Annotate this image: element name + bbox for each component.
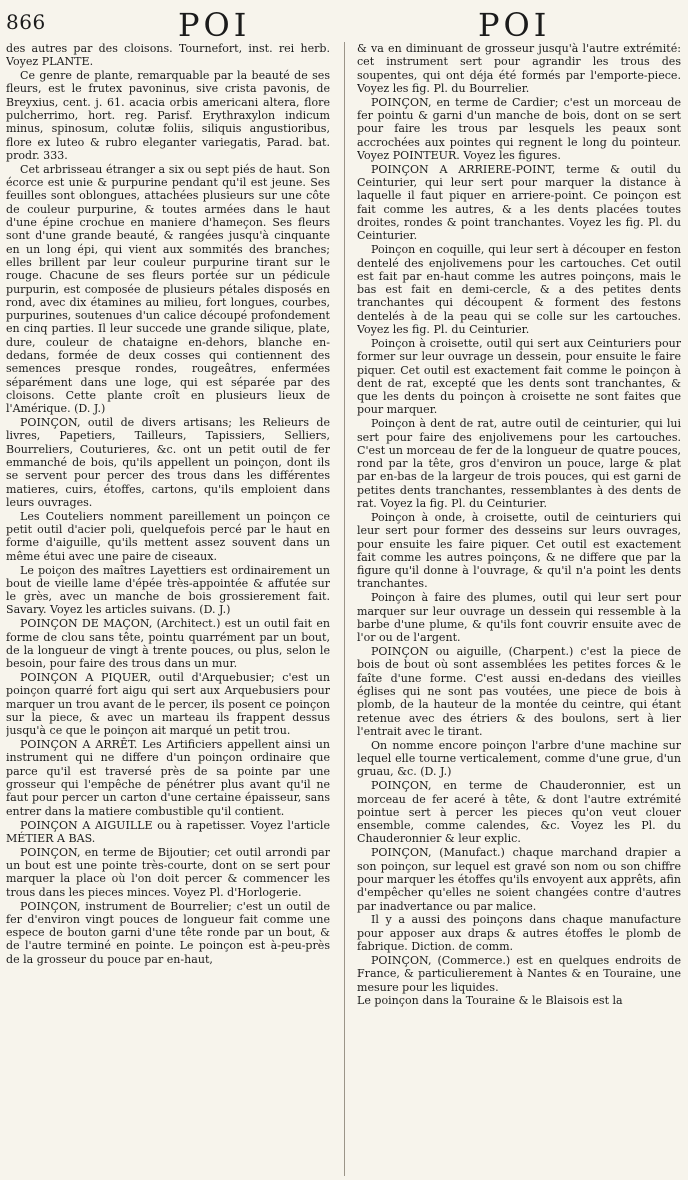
paragraph: POINÇON, en terme de Chauderonnier, est un morceau de fer aceré à tête, & dont l'autre extrémité pointue sert à percer les pieces qu'on veut clouer ensemble, comme calendes, &c. Voyez les Pl. du Chauderonnier & leur explic. [357,779,681,846]
paragraph: Les Couteliers nomment pareillement un poinçon ce petit outil d'acier poli, quelquefois percé par le haut en forme d'aiguille, qu'ils mettent assez souvent dans un même étui avec une paire de ciseaux. [6,509,330,563]
paragraph: POINÇON, instrument de Bourrelier; c'est un outil de fer d'environ vingt pouces de longueur fait comme une espece de bouton garni d'une tête ronde par un bout, & de l'autre terminé en pointe. Le poinçon est à-peu-près de la grosseur du pouce par en-haut, [6,899,330,966]
paragraph: Poinçon à onde, à croisette, outil de ceinturiers qui leur sert pour former des desseins sur leurs ouvrages, pour ensuite les faire piquer. Cet outil est exactement fait comme les autres poinçons, & ne differe que par la figure qu'il donne à l'ouvrage, & qu'il n'a point les dents tranchantes. [357,510,681,591]
page-header [0,6,688,42]
paragraph: POINÇON, (Commerce.) est en quelques endroits de France, & particulierement à Nantes & en Touraine, une mesure pour les liquides. [357,953,681,994]
paragraph: Le poiçon des maîtres Layettiers est ordinairement un bout de vieille lame d'épée très-appointée & affutée sur le grès, avec un manche de bois grossierement fait. Savary. Voyez les articles suivans. (D. J.) [6,563,330,617]
paragraph: POINÇON, (Manufact.) chaque marchand drapier a son poinçon, sur lequel est gravé son nom ou son chiffre pour marquer les étoffes qu'ils envoyent aux apprêts, afin d'empêcher qu'elles ne soient changées contre d'autres par inadvertance ou par malice. [357,846,681,913]
right-column [357,42,681,1176]
paragraph: On nomme encore poinçon l'arbre d'une machine sur lequel elle tourne verticalement, comme d'une grue, d'un gruau, &c. (D. J.) [357,738,681,779]
paragraph: Poinçon à faire des plumes, outil qui leur sert pour marquer sur leur ouvrage un dessein qui ressemble à la barbe d'une plume, & qu'ils font couvrir ensuite avec de l'or ou de l'argent. [357,591,681,645]
paragraph: POINÇON A ARRIERE-POINT, terme & outil du Ceinturier, qui leur sert pour marquer la distance à laquelle il faut piquer en arriere-point. Ce poinçon est fait comme les autres, & a les dents placées toutes droites, rondes & point tranchantes. Voyez les fig. Pl. du Ceinturier. [357,162,681,243]
paragraph: & va en diminuant de grosseur jusqu'à l'autre extrémité: cet instrument sert pour agrandir les trous des soupentes, qui ont déja été formés par l'emporte-piece. Voyez les fig. Pl. du Bourrelier. [357,42,681,95]
paragraph: des autres par des cloisons. Tournefort, inst. rei herb. Voyez PLANTE. [6,42,330,69]
paragraph: POINÇON, outil de divers artisans; les Relieurs de livres, Papetiers, Tailleurs, Tapissiers, Selliers, Bourreliers, Couturieres, &c. ont un petit outil de fer emmanché de bois, qu'ils appellent un poinçon, dont ils se servent pour percer des trous dans les différentes matieres, cuirs, étoffes, cartons, qu'ils emploient dans leurs ouvrages. [6,416,330,509]
paragraph: Poinçon en coquille, qui leur sert à découper en feston dentelé des enjolivemens pour les cartouches. Cet outil est fait par en-haut comme les autres poinçons, mais le bas est fait en demi-cercle, & a des petites dents tranchantes qui découpent & forment des festons dentelés à de la peau qui se colle sur les cartouches. Voyez les fig. Pl. du Ceinturier. [357,243,681,337]
paragraph: Le poinçon dans la Touraine & le Blaisois est la [357,994,623,1008]
paragraph: Poinçon à croisette, outil qui sert aux Ceinturiers pour former sur leur ouvrage un dessein, pour ensuite le faire piquer. Cet outil est exactement fait comme le poinçon à dent de rat, excepté que les dents sont tranchantes, & que les dents du poinçon à croisette ne sont faites que pour marquer. [357,336,681,417]
paragraph: POINÇON ou aiguille, (Charpent.) c'est la piece de bois de bout où sont assemblées les petites forces & le faîte d'une forme. C'est aussi en-dedans des vieilles églises qui ne sont pas voutées, une piece de bois à plomb, de la hauteur de la montée du ceintre, qui étant retenue avec des étriers & des boulons, sert à lier l'entrait avec le tirant. [357,645,681,738]
paragraph: POINÇON A AIGUILLE ou à rapetisser. Voyez l'article MÉTIER A BAS. [6,818,330,845]
paragraph: POINÇON, en terme de Bijoutier; cet outil arrondi par un bout est une pointe très-courte, dont on se sert pour marquer la place où l'on doit percer & commencer les trous dans les pieces minces. Voyez Pl. d'Horlogerie. [6,845,330,899]
paragraph: POINÇON DE MAÇON, (Architect.) est un outil fait en forme de clou sans tête, pointu quarrément par un bout, de la longueur de vingt à trente pouces, ou plus, selon le besoin, pour faire des trous dans un mur. [6,617,330,671]
paragraph: Poinçon à dent de rat, autre outil de ceinturier, qui lui sert pour faire des enjolivemens pour les cartouches. C'est un morceau de fer de la longueur de quatre pouces, rond par la tête, gros d'environ un pouce, large & plat par en-bas de la largeur de trois pouces, qui est garni de petites dents tranchantes, ressemblantes à des dents de rat. Voyez la fig. Pl. du Ceinturier. [357,417,681,511]
paragraph: Cet arbrisseau étranger a six ou sept piés de haut. Son écorce est unie & purpurine pendant qu'il est jeune. Ses feuilles sont oblongues, attachées plusieurs sur une côte de couleur purpurine, & toutes armées dans le haut d'une épine crochue en maniere d'hameçon. Ses fleurs sont d'une grande beauté, & rangées jusqu'à cinquante en un long épi, qui vient aux sommités des branches; elles brillent par leur couleur purpurine tirant sur le rouge. Chacune de ses fleurs portée sur un pédicule purpurin, est composée de plusieurs pétales disposés en rond, avec dix étamines au milieu, fort longues, courbes, purpurines, soutenues d'un calice découpé profondement en cinq parties. Il leur succede une grande silique, plate, dure, couleur de chataigne en-dehors, blanche en-dedans, formée de deux cosses qui contiennent des semences presque rondes, rougeâtres, enfermées séparément dans une loge, qui est séparée par des cloisons. Cette plante croît en plusieurs lieux de l'Amérique. (D. J.) [6,162,330,416]
paragraph: POINÇON A ARRÊT. Les Artificiers appellent ainsi un instrument qui ne differe d'un poinçon ordinaire que parce qu'il est traversé près de sa pointe par une grosseur qui l'empêche de pénétrer plus avant qu'il ne faut pour percer un carton d'une certaine épaisseur, sans entrer dans la matiere combustible qu'il contient. [6,738,330,818]
paragraph: Il y a aussi des poinçons dans chaque manufacture pour apposer aux draps & autres étoffes le plomb de fabrique. Diction. de comm. [357,913,681,954]
paragraph: POINÇON, en terme de Cardier; c'est un morceau de fer pointu & garni d'un manche de bois, dont on se sert pour faire les trous par lesquels les peaux sont accrochées aux pointes qui regnent le long du pointeur. Voyez POINTEUR. Voyez les figures. [357,95,681,162]
running-headword-left: POI [178,6,251,44]
column-divider [344,42,345,1176]
left-column [6,42,330,1176]
paragraph: POINÇON A PIQUER, outil d'Arquebusier; c'est un poinçon quarré fort aigu qui sert aux Arquebusiers pour marquer un trou avant de le percer, ils posent ce poinçon sur la piece, & avec un marteau ils frappent dessus jusqu'à ce que le poinçon ait marqué un petit trou. [6,671,330,738]
page-number: 866 [6,10,46,34]
running-headword-right: POI [478,6,551,44]
paragraph: Ce genre de plante, remarquable par la beauté de ses fleurs, est le frutex pavoninus, sive crista pavonis, de Breyxius, cent. j. 61. acacia orbis americani altera, flore pulcherrimo, hort. reg. Parisf. Erythraxylon indicum minus, spinosum, colutæ foliis, siliquis angustioribus, flore ex luteo & rubro eleganter variegatis, Parad. bat. prodr. 333. [6,69,330,162]
